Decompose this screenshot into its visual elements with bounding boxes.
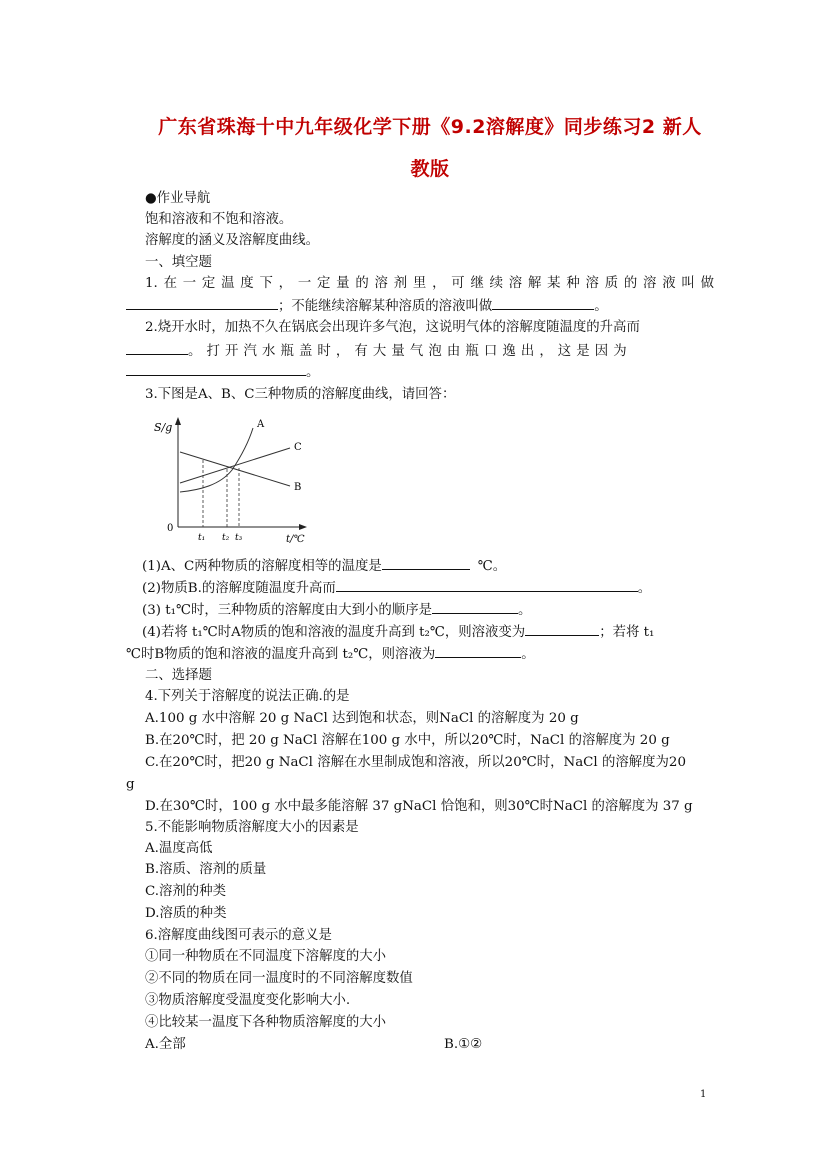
q6-item-1: ①同一种物质在不同温度下溶解度的大小 (145, 949, 387, 964)
q3-part2: (2)物质B.的溶解度随温度升高而 。 (142, 581, 652, 596)
q6-item-3: ③物质溶解度受温度变化影响大小. (145, 993, 351, 1008)
guide-item-1: 饱和溶液和不饱和溶液。 (145, 212, 293, 227)
page-number: 1 (700, 1089, 707, 1100)
q3-part3: (3) t₁℃时，三种物质的溶解度由大到小的顺序是 。 (142, 603, 532, 618)
section-choice-heading: 二、选择题 (145, 668, 212, 683)
q2-line1: 2.烧开水时，加热不久在锅底会出现许多气泡，这说明气体的溶解度随温度的升高而 (145, 320, 640, 335)
origin-label: 0 (167, 523, 174, 534)
q1-line2-text: ；不能继续溶解某种溶质的溶液叫做 (278, 299, 493, 314)
q1-line1: 1.在一定温度下，一定量的溶剂里，可继续溶解某种溶质的溶液叫做 (145, 276, 714, 291)
curve-b (180, 452, 290, 486)
q5-option-d[interactable]: D.溶质的种类 (145, 906, 227, 921)
curve-a (180, 428, 253, 492)
curve-c-label: C (294, 442, 302, 453)
x-axis-arrow (299, 524, 307, 530)
q5-option-a[interactable]: A.温度高低 (145, 841, 213, 856)
x-axis-label: t/℃ (286, 534, 305, 545)
q6-item-4: ④比较某一温度下各种物质溶解度的大小 (145, 1015, 387, 1030)
q2-line3-end: 。 (306, 365, 320, 380)
q2-line3 (126, 363, 319, 382)
q6-option-b[interactable]: B.①② (444, 1037, 483, 1052)
q1-blank-1[interactable] (126, 297, 278, 310)
q3-part1: (1)A、C两种物质的溶解度相等的温度是 ℃。 (142, 559, 507, 574)
y-axis-label: S/g (154, 421, 173, 434)
q6-option-a[interactable]: A.全部 (145, 1037, 186, 1052)
q3-part4-line2: ℃时B物质的饱和溶液的温度升高到 t₂℃，则溶液为 。 (126, 647, 535, 662)
solubility-curve-figure (140, 410, 320, 545)
q2-line2 (126, 342, 632, 361)
q5-stem: 5.不能影响物质溶解度大小的因素是 (145, 820, 359, 835)
q3-blank-1[interactable] (382, 557, 470, 570)
q6-item-2: ②不同的物质在同一温度时的不同溶解度数值 (145, 971, 413, 986)
guide-heading: ●作业导航 (145, 191, 211, 206)
tick-t1: t₁ (198, 533, 206, 543)
curve-a-label: A (257, 419, 265, 430)
q5-option-c[interactable]: C.溶剂的种类 (145, 884, 226, 899)
q3-blank-2[interactable] (336, 579, 638, 592)
q2-blank-1[interactable] (126, 342, 188, 355)
q3-blank-3[interactable] (432, 601, 518, 614)
q3-blank-5[interactable] (435, 645, 521, 658)
q2-line2-text: 。打开汽水瓶盖时，有大量气泡由瓶口逸出，这是因为 (188, 344, 632, 359)
q4-stem: 4.下列关于溶解度的说法正确.的是 (145, 689, 350, 704)
q4-option-d[interactable]: D.在30℃时，100 g 水中最多能溶解 37 gNaCl 恰饱和，则30℃时NaCl 的溶解度为 37 g (145, 799, 693, 814)
q1-blank-2[interactable] (492, 297, 594, 310)
q3-stem: 3.下图是A、B、C三种物质的溶解度曲线，请回答： (145, 387, 456, 402)
tick-t2: t₂ (222, 533, 230, 543)
q4-option-a[interactable]: A.100 g 水中溶解 20 g NaCl 达到饱和状态，则NaCl 的溶解度为 20 g (145, 711, 579, 726)
y-axis-arrow (175, 417, 181, 425)
q1-line2-end: 。 (594, 299, 608, 314)
q3-part4-line1: (4)若将 t₁℃时A物质的饱和溶液的温度升高到 t₂℃，则溶液变为 ；若将 t₁ (142, 625, 655, 640)
curve-b-label: B (294, 482, 302, 493)
tick-t3: t₃ (235, 533, 243, 543)
document-title-line2: 教版 (410, 158, 450, 180)
q1-line2 (126, 297, 608, 316)
q5-option-b[interactable]: B.溶质、溶剂的质量 (145, 862, 267, 877)
q6-stem: 6.溶解度曲线图可表示的意义是 (145, 928, 332, 943)
q4-option-b[interactable]: B.在20℃时，把 20 g NaCl 溶解在100 g 水中，所以20℃时，NaCl 的溶解度为 20 g (145, 733, 670, 748)
document-title-line1: 广东省珠海十中九年级化学下册《9.2溶解度》同步练习2 新人 (158, 116, 702, 138)
q2-blank-2[interactable] (126, 363, 306, 376)
q4-option-c[interactable]: C.在20℃时，把20 g NaCl 溶解在水里制成饱和溶液，所以20℃时，NaCl 的溶解度为20 (145, 755, 686, 770)
section-fill-blank-heading: 一、填空题 (145, 255, 212, 270)
q3-blank-4[interactable] (525, 623, 599, 636)
guide-item-2: 溶解度的涵义及溶解度曲线。 (145, 233, 320, 248)
q4-option-c-cont: g (126, 777, 135, 792)
curve-c (180, 448, 290, 483)
